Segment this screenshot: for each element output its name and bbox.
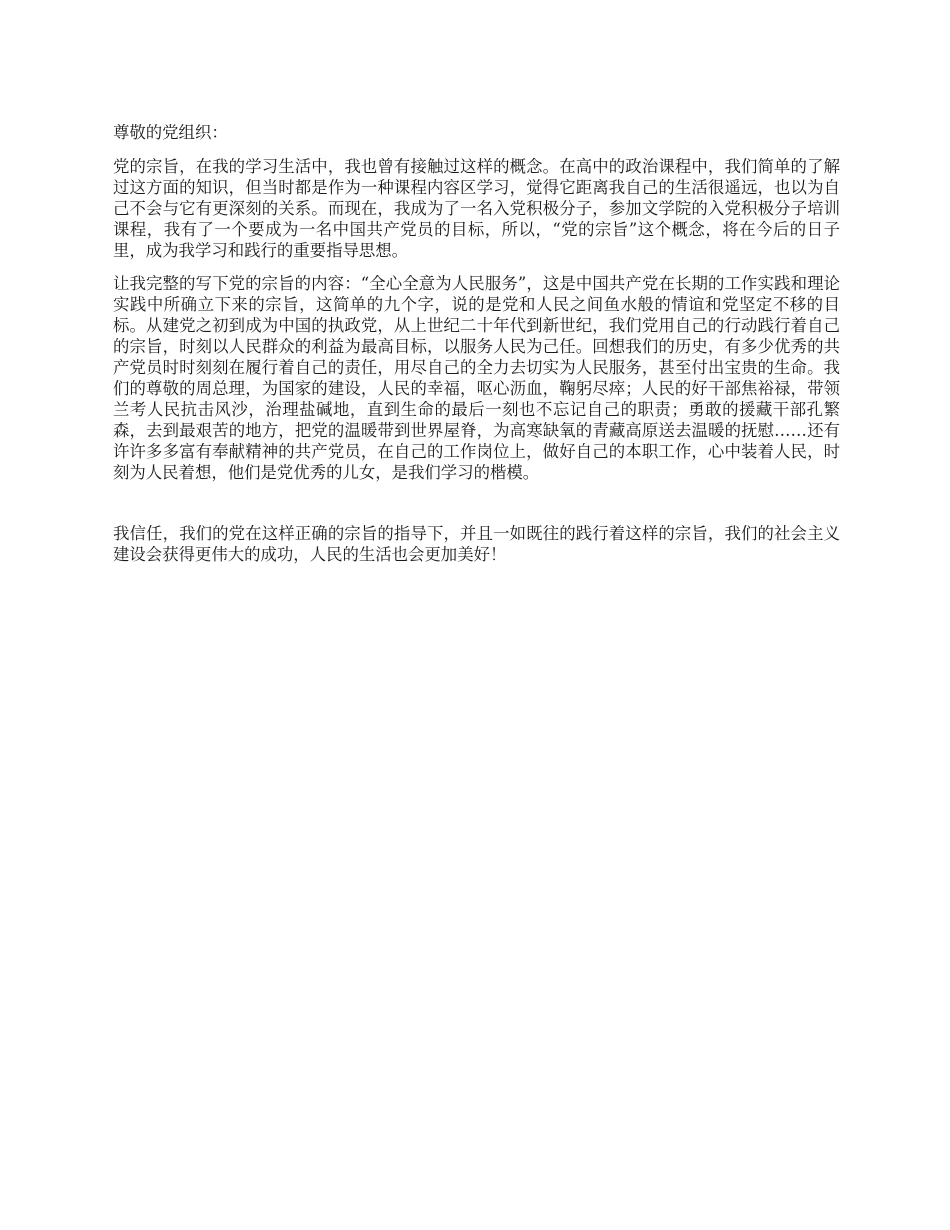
- salutation: 尊敬的党组织：: [113, 123, 228, 142]
- paragraph-1: 党的宗旨，在我的学习生活中，我也曾有接触过这样的概念。在高中的政治课程中，我们简单的了解过这方面的知识，但当时都是作为一种课程内容区学习，觉得它距离我自己的生活很遥远，也以为自己不会与它有更深刻的关系。而现在，我成为了一名入党积极分子，参加文学院的入党积极分子培训课程，我有了一个要成为一名中国共产党员的目标，所以，“党的宗旨”这个概念，将在今后的日子里，成为我学习和践行的重要指导思想。: [113, 157, 840, 260]
- paragraph-3: 我信任，我们的党在这样正确的宗旨的指导下，并且一如既往的践行着这样的宗旨，我们的社会主义建设会获得更伟大的成功，人民的生活也会更加美好！: [113, 524, 840, 564]
- letter-body: [113, 122, 840, 577]
- paragraph-2: 让我完整的写下党的宗旨的内容：“全心全意为人民服务”，这是中国共产党在长期的工作实践和理论实践中所确立下来的宗旨，这简单的九个字，说的是党和人民之间鱼水般的情谊和党坚定不移的目标。从建党之初到成为中国的执政党，从上世纪二十年代到新世纪，我们党用自己的行动践行着自己的宗旨，时刻以人民群众的利益为最高目标，以服务人民为己任。回想我们的历史，有多少优秀的共产党员时时刻刻在履行着自己的责任，用尽自己的全力去切实为人民服务，甚至付出宝贵的生命。我们的尊敬的周总理，为国家的建设，人民的幸福，呕心沥血，鞠躬尽瘁；人民的好干部焦裕禄，带领兰考人民抗击风沙，治理盐碱地，直到生命的最后一刻也不忘记自己的职责；勇敢的援藏干部孔繁森，去到最艰苦的地方，把党的温暖带到世界屋脊，为高寒缺氧的青藏高原送去温暖的抚慰……还有许许多多富有奉献精神的共产党员，在自己的工作岗位上，做好自己的本职工作，心中装着人民，时刻为人民着想，他们是党优秀的儿女，是我们学习的楷模。: [113, 274, 840, 482]
